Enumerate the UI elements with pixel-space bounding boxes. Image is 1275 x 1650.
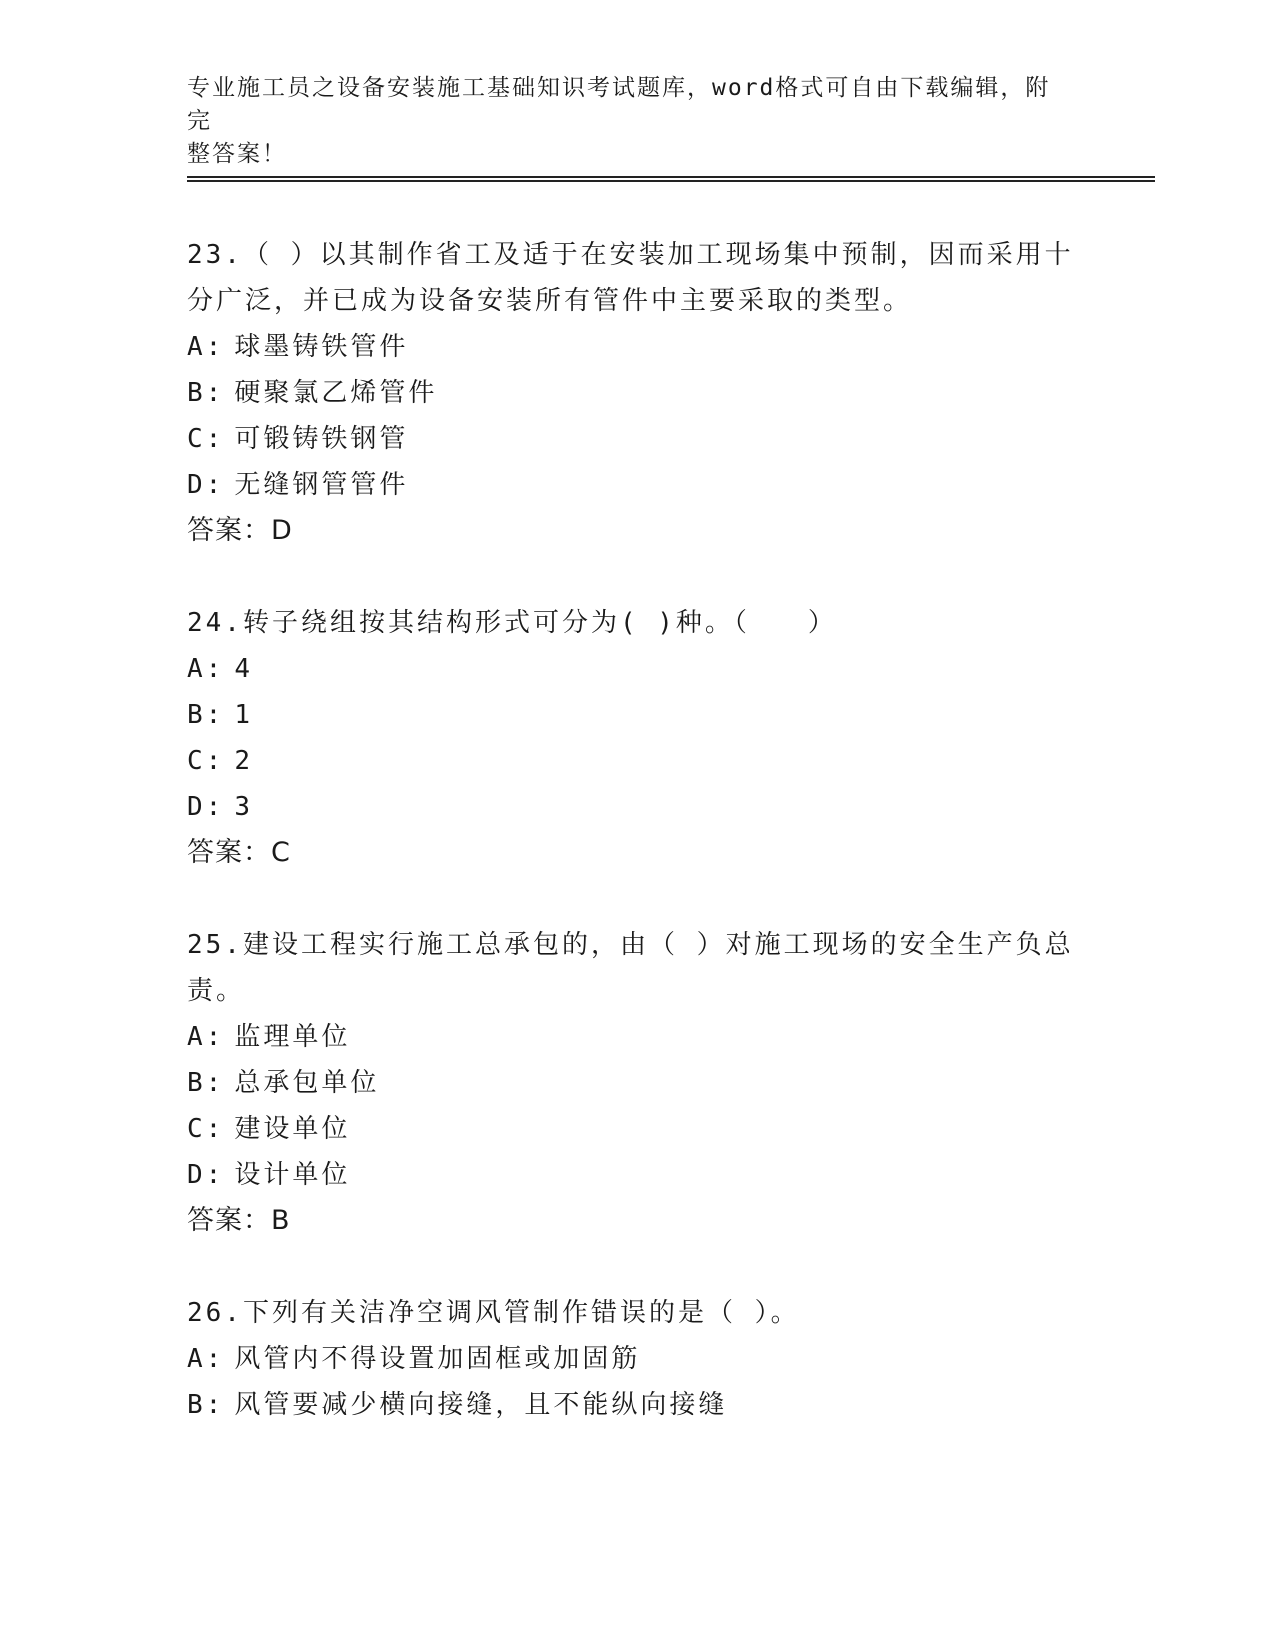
option-value: 设计单位: [234, 1160, 351, 1190]
option-value: 4: [234, 654, 253, 684]
option-key: D:: [187, 792, 225, 822]
option-value: 2: [234, 746, 253, 776]
option-b: [187, 1382, 1087, 1428]
option-a: [187, 646, 1087, 692]
option-key: D:: [187, 1160, 225, 1190]
option-value: 球墨铸铁管件: [234, 332, 409, 362]
header-line-1: 专业施工员之设备安装施工基础知识考试题库，word格式可自由下载编辑，附完: [187, 75, 1051, 134]
answer-line: 答案：B: [187, 1205, 291, 1236]
option-c: [187, 738, 1087, 784]
option-value: 建设单位: [234, 1114, 351, 1144]
option-key: A:: [187, 1344, 225, 1374]
header-line-2: 整答案！: [187, 141, 287, 167]
question-23: [187, 232, 1087, 554]
option-value: 监理单位: [234, 1022, 351, 1052]
option-value: 硬聚氯乙烯管件: [234, 378, 438, 408]
option-b: [187, 692, 1087, 738]
option-key: A:: [187, 1022, 225, 1052]
option-key: B:: [187, 1068, 225, 1098]
option-key: B:: [187, 700, 225, 730]
option-value: 1: [234, 700, 253, 730]
answer-line: 答案：D: [187, 515, 293, 546]
option-value: 风管要减少横向接缝，且不能纵向接缝: [234, 1390, 728, 1420]
option-d: [187, 1152, 1087, 1198]
option-value: 无缝钢管管件: [234, 470, 409, 500]
option-key: C:: [187, 746, 225, 776]
answer-line: 答案：C: [187, 837, 291, 868]
option-b: [187, 370, 1087, 416]
option-key: B:: [187, 378, 225, 408]
option-key: B:: [187, 1390, 225, 1420]
question-26: [187, 1290, 1087, 1428]
option-b: [187, 1060, 1087, 1106]
question-list: [187, 232, 1087, 1474]
question-text: 23.（ ）以其制作省工及适于在安装加工现场集中预制，因而采用十分广泛，并已成为设备安装所有管件中主要采取的类型。: [187, 240, 1074, 316]
option-c: [187, 1106, 1087, 1152]
question-25: [187, 922, 1087, 1244]
option-key: C:: [187, 1114, 225, 1144]
question-text: 24.转子绕组按其结构形式可分为( )种。（ ）: [187, 608, 837, 638]
option-value: 风管内不得设置加固框或加固筋: [234, 1344, 641, 1374]
option-key: D:: [187, 470, 225, 500]
option-c: [187, 416, 1087, 462]
question-text: 26.下列有关洁净空调风管制作错误的是（ ）。: [187, 1298, 800, 1328]
option-a: [187, 1014, 1087, 1060]
option-key: A:: [187, 654, 225, 684]
option-d: [187, 462, 1087, 508]
document-header: [187, 72, 1067, 171]
option-a: [187, 324, 1087, 370]
option-a: [187, 1336, 1087, 1382]
header-divider: [187, 176, 1155, 182]
option-value: 可锻铸铁钢管: [234, 424, 409, 454]
question-text: 25.建设工程实行施工总承包的，由（ ）对施工现场的安全生产负总责。: [187, 930, 1074, 1006]
option-d: [187, 784, 1087, 830]
option-key: C:: [187, 424, 225, 454]
question-24: [187, 600, 1087, 876]
option-value: 总承包单位: [234, 1068, 380, 1098]
option-key: A:: [187, 332, 225, 362]
option-value: 3: [234, 792, 253, 822]
